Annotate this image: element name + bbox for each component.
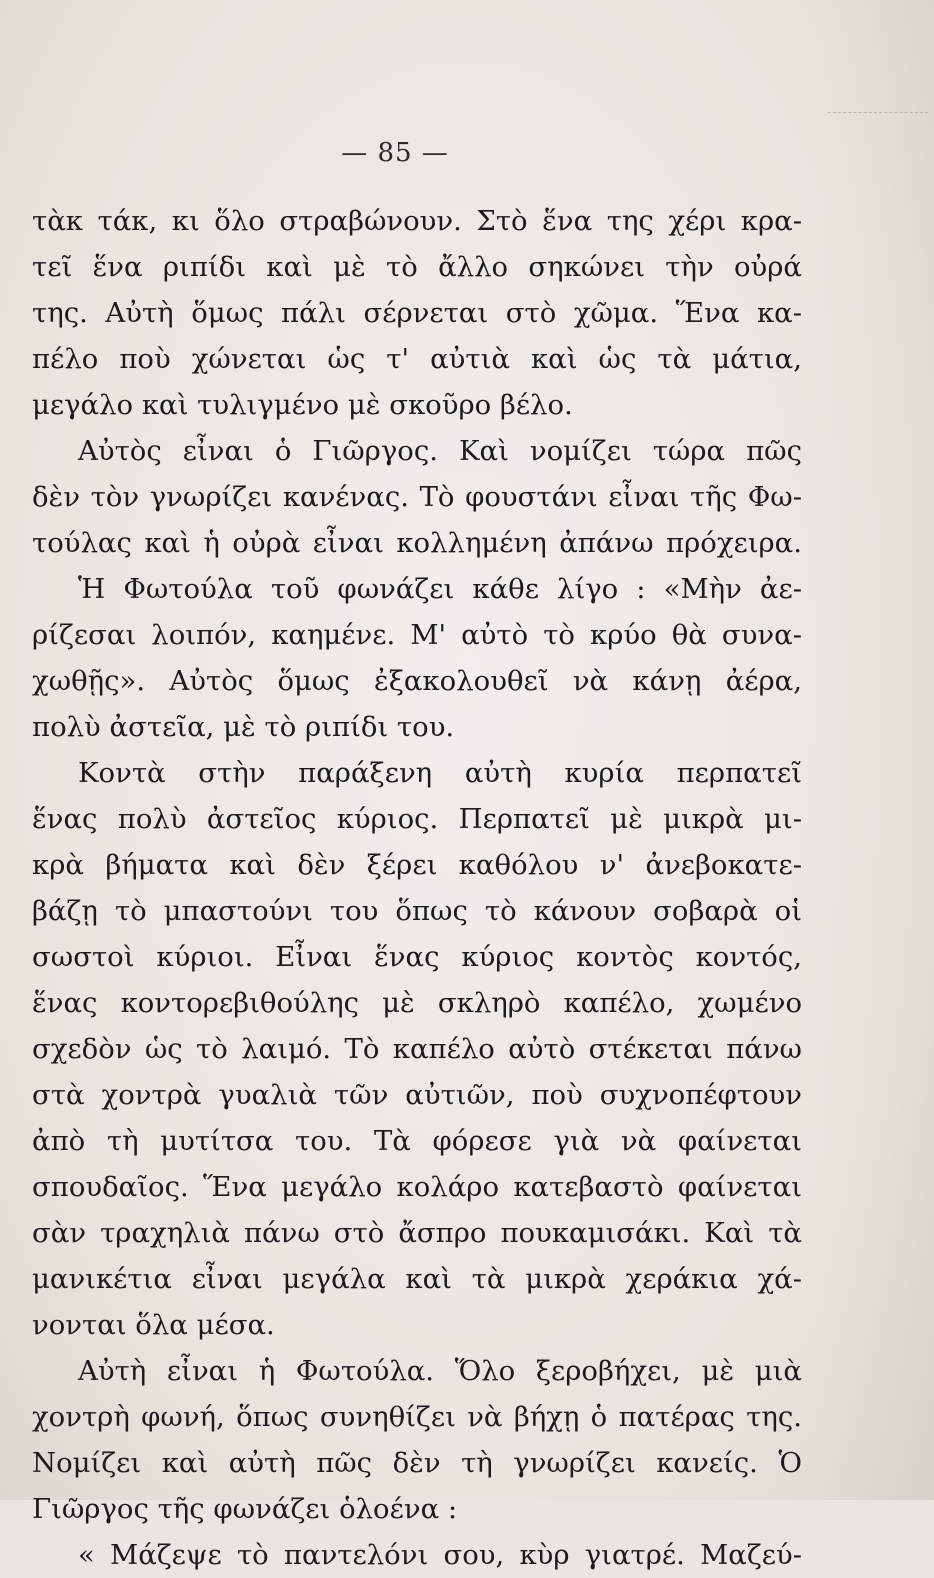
text-line: τὰκ τάκ, κι ὅλο στραβώνουν. Στὸ ἕνα της χέρι κρα- <box>32 205 802 237</box>
text-line: χοντρὴ φωνή, ὅπως συνηθίζει νὰ βήχῃ ὁ πατέρας της. <box>32 1401 802 1433</box>
text-line: κρὰ βήματα καὶ δὲν ξέρει καθόλου ν' ἀνεβοκατε- <box>32 849 802 881</box>
text-line: σὰν τραχηλιὰ πάνω στὸ ἄσπρο πουκαμισάκι. Καὶ τὰ <box>32 1217 802 1249</box>
body-text <box>32 198 802 1578</box>
text-line: τούλας καὶ ἡ οὐρὰ εἶναι κολλημένη ἀπάνω πρόχειρα. <box>32 527 802 559</box>
text-line: Γιῶργος τῆς φωνάζει ὁλοένα : <box>32 1493 458 1525</box>
text-line: ἕνας κοντορεβιθούλης μὲ σκληρὸ καπέλο, χωμένο <box>32 987 802 1019</box>
text-line: μανικέτια εἶναι μεγάλα καὶ τὰ μικρὰ χεράκια χά- <box>32 1263 802 1295</box>
text-line: πολὺ ἀστεῖα, μὲ τὸ ριπίδι του. <box>32 711 455 743</box>
margin-mark <box>828 112 928 114</box>
page-edge-shading <box>814 0 934 1500</box>
text-line: ἀπὸ τὴ μυτίτσα του. Τὰ φόρεσε γιὰ νὰ φαίνεται <box>32 1125 802 1157</box>
text-line: σχεδὸν ὡς τὸ λαιμό. Τὸ καπέλο αὐτὸ στέκεται πάνω <box>32 1033 802 1065</box>
text-line: Νομίζει καὶ αὐτὴ πῶς δὲν τὴ γνωρίζει κανείς. Ὁ <box>32 1447 802 1479</box>
text-line: Αὐτὸς εἶναι ὁ Γιῶργος. Καὶ νομίζει τώρα πῶς <box>78 435 802 467</box>
text-line: « Μάζεψε τὸ παντελόνι σου, κὺρ γιατρέ. Μαζεύ- <box>78 1539 802 1571</box>
text-line: της. Αὐτὴ ὅμως πάλι σέρνεται στὸ χῶμα. Ἕνα κα- <box>32 297 802 329</box>
text-line: νονται ὅλα μέσα. <box>32 1309 275 1341</box>
text-line: ρίζεσαι λοιπόν, καημένε. Μ' αὐτὸ τὸ κρύο θὰ συνα- <box>32 619 802 651</box>
text-line: σωστοὶ κύριοι. Εἶναι ἕνας κύριος κοντὸς κοντός, <box>32 941 802 973</box>
text-line: βάζῃ τὸ μπαστούνι του ὅπως τὸ κάνουν σοβαρὰ οἱ <box>32 895 802 927</box>
text-line: στὰ χοντρὰ γυαλιὰ τῶν αὐτιῶν, ποὺ συχνοπέφτουν <box>32 1079 802 1111</box>
text-line: δὲν τὸν γνωρίζει κανένας. Τὸ φουστάνι εἶναι τῆς Φω- <box>32 481 802 513</box>
text-line: πέλο ποὺ χώνεται ὡς τ' αὐτιὰ καὶ ὡς τὰ μάτια, <box>32 343 802 375</box>
text-line: μεγάλο καὶ τυλιγμένο μὲ σκοῦρο βέλο. <box>32 389 573 421</box>
text-line: Ἡ Φωτούλα τοῦ φωνάζει κάθε λίγο : «Μὴν ἀε- <box>78 573 802 605</box>
text-line: ἕνας πολὺ ἀστεῖος κύριος. Περπατεῖ μὲ μικρὰ μι- <box>32 803 802 835</box>
text-line: σπουδαῖος. Ἕνα μεγάλο κολάρο κατεβαστὸ φαίνεται <box>32 1171 802 1203</box>
page-number: — 85 — <box>341 138 449 168</box>
text-line: Κοντὰ στὴν παράξενη αὐτὴ κυρία περπατεῖ <box>78 757 802 789</box>
text-line: χωθῇς». Αὐτὸς ὅμως ἐξακολουθεῖ νὰ κάνῃ ἀέρα, <box>32 665 802 697</box>
text-line: τεῖ ἕνα ριπίδι καὶ μὲ τὸ ἄλλο σηκώνει τὴν οὐρά <box>32 251 802 283</box>
text-line: Αὐτὴ εἶναι ἡ Φωτούλα. Ὅλο ξεροβήχει, μὲ μιὰ <box>78 1355 802 1387</box>
